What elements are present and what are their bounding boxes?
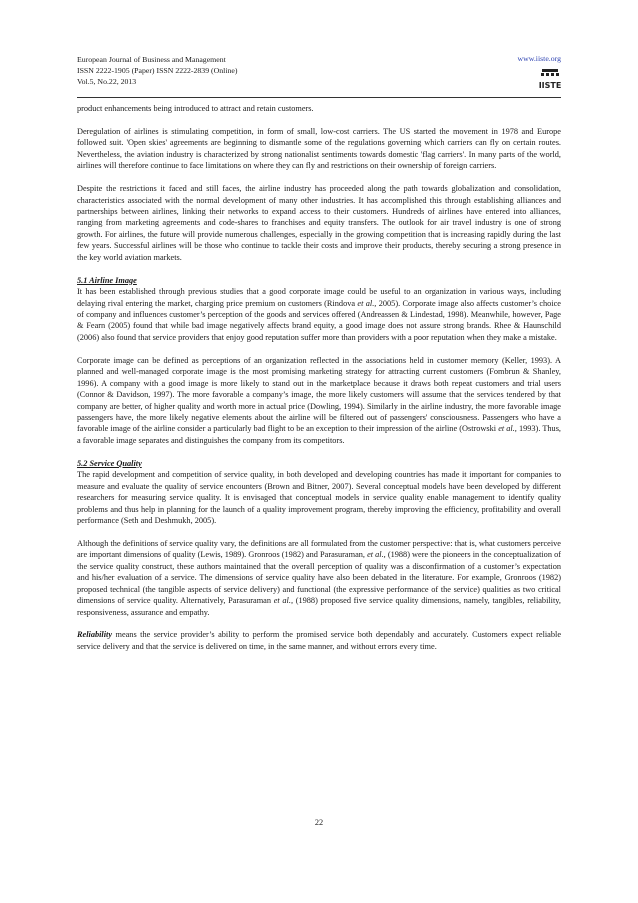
term-reliability: Reliability bbox=[77, 630, 113, 640]
paragraph-airline-image: It has been established through previous studies that a good corporate image could be useful to an organization in various ways, including delaying rival entering the market, charging price premium on customers (Rindova et al., 2005). Corporate image also affects customer’s choice of company and influences customer’s perception of the goods and services offered (Andreassen & Lindestad, 1998). Meanwhile, however, Page & Fearn (2005) found that while bad image negatively affects brand equity, a good image does not assure strong brands. Rhee & Haunschild (2006) also found that service providers that enjoy good reputation suffer more than providers with a poor reputation when they make a mistake. bbox=[77, 287, 561, 342]
journal-header bbox=[77, 54, 561, 96]
article-body bbox=[77, 103, 561, 664]
paragraph-0: product enhancements being introduced to attract and retain customers. bbox=[77, 104, 314, 113]
paragraph-deregulation: Deregulation of airlines is stimulating competition, in form of small, low-cost carriers. The US started the movement in 1978 and Europe followed suit. 'Open skies' agreements are beginning to dismantle some of the regulations governing which carriers can fly on certain routes. Nevertheless, the aviation industry is characterized by strong nationalist sentiments towards domestic 'flag carriers'. In many parts of the world, airlines will therefore continue to face limitations on where they can fly and restrictions on their ownership of foreign carriers. bbox=[77, 126, 561, 171]
journal-name: European Journal of Business and Management bbox=[77, 55, 226, 64]
logo-text: IISTE bbox=[539, 81, 561, 90]
section-heading-airline-image: 5.1 Airline Image bbox=[77, 275, 137, 285]
paragraph-reliability: Reliability means the service provider’s ability to perform the promised service both dependably and accurately. Customers expect reliable service delivery and that the service is delivered on time, in the same manner, and without errors every time. bbox=[77, 630, 561, 651]
paragraph-service-quality: The rapid development and competition of service quality, in both developed and developing countries has made it important for companies to measure and evaluate the quality of service encounters (Brown and Bitner, 2007). Several conceptual models have been developed by different researchers for measuring service quality. It is envisaged that conceptual models in service quality enable management to identify quality problems and thus help in planning for the launch of a quality improvement program, thereby improving the efficiency, profitability and overall performance (Seth and Deshmukh, 2005). bbox=[77, 470, 561, 525]
journal-volume: Vol.5, No.22, 2013 bbox=[77, 77, 137, 86]
journal-url-link[interactable]: www.iiste.org bbox=[517, 54, 561, 63]
header-rule bbox=[77, 97, 561, 98]
journal-issn: ISSN 2222-1905 (Paper) ISSN 2222-2839 (Online) bbox=[77, 66, 238, 75]
section-heading-service-quality: 5.2 Service Quality bbox=[77, 458, 142, 468]
paragraph-corporate-image: Corporate image can be defined as perceptions of an organization reflected in the associations held in customer memory (Keller, 1993). A planned and well-managed corporate image is the most promising marketing strategy for attracting current customers (Fombrun & Shanley, 1996). A company with a good image is more likely to stand out in the marketplace because it draws both repeat customers and trial users (Connor & Davidson, 1997). The more favorable a company’s image, the more likely customers will assume that the services tendered by that company are better, of higher quality and worth more in actual price (Dowling, 1994). Similarly in the airline industry, the more favorable image passengers have, the more likely negative elements about the airline will be filtered out of passengers' consciousness. Passengers who have a favorable image of the airline consider a particularly bad flight to be an exception to their impression of the airline (Ostrowski et al., 1993). Thus, a favorable image separates and distinguishes the company from its competitors. bbox=[77, 355, 561, 445]
paragraph-globalization: Despite the restrictions it faced and still faces, the airline industry has proceeded along the path towards globalization and consolidation, characteristics associated with the normal development of many other industries. It has accomplished this through establishing alliances and partnerships between airlines, linking their networks to expand access to their customers. Hundreds of airlines have entered into alliances, ranging from marketing agreements and code-shares to franchises and equity transfers. The outlook for air travel industry is one of strong growth. For airlines, the future will provide numerous challenges, especially in the growing competition that is increasing rapidly during the last few years. Successful airlines will be those who continue to tackle their costs and improve their products, thereby securing a strong presence in the key world aviation markets. bbox=[77, 184, 561, 262]
page-number: 22 bbox=[314, 818, 324, 827]
iiste-logo-icon bbox=[539, 67, 561, 93]
paragraph-definitions: Although the definitions of service quality vary, the definitions are all formulated from the customer perspective: that is, what customers perceive are important dimensions of quality (Lewis, 1989). Gronroos (1982) and Parasuraman, et al., (1988) were the pioneers in the conceptualization of the service quality construct, these authors maintained that the overall perception of quality was a disconfirmation of a customer’s expectation and his/her evaluation of a service. The dimensions of service quality have also been debated in the literature. For example, Gronroos (1982) proposed technical (the tangible aspects of service delivery) and functional (the expressive performance of the service) qualities as two critical dimensions of service quality. Alternatively, Parasuraman et al., (1988) proposed five service quality dimensions, namely, tangibles, reliability, responsiveness, assurance and empathy. bbox=[77, 538, 561, 617]
